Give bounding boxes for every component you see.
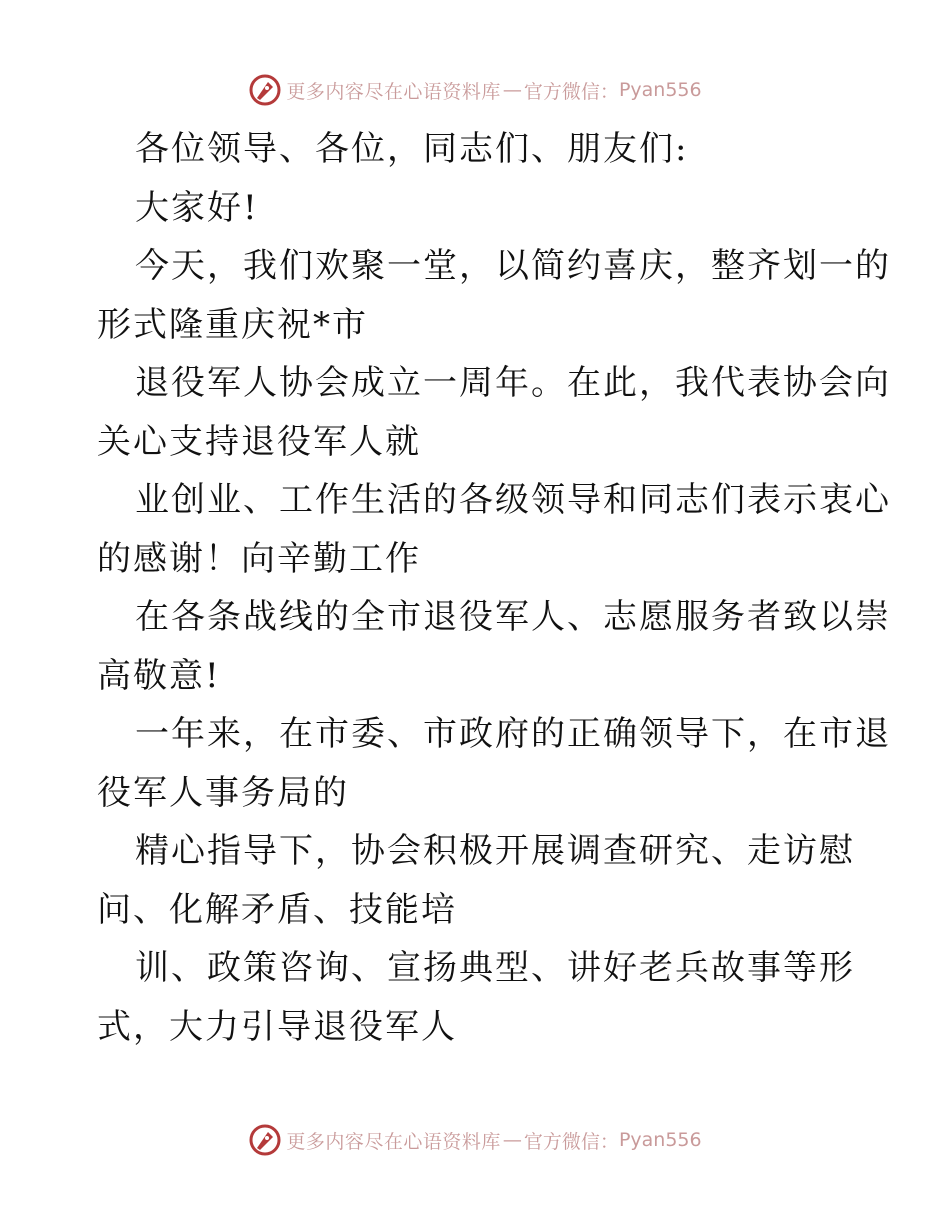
- banner-separator: —: [502, 79, 522, 101]
- paragraph-line: 问、化解矛盾、技能培: [97, 889, 457, 930]
- paragraph-line: 退役军人协会成立一周年。在此，我代表协会向: [135, 363, 891, 403]
- document-body: [97, 120, 891, 1056]
- paragraph-line: 业创业、工作生活的各级领导和同志们表示衷心: [135, 480, 891, 520]
- paragraph-line: 形式隆重庆祝*市: [97, 304, 368, 345]
- paragraph-line: 今天，我们欢聚一堂，以简约喜庆，整齐划一的: [135, 246, 891, 286]
- paragraph-line: 役军人事务局的: [97, 772, 349, 813]
- banner-account: Pyan556: [618, 1129, 702, 1151]
- banner-text: 更多内容尽在心语资料库: [286, 1130, 501, 1153]
- paragraph-line: 在各条战线的全市退役军人、志愿服务者致以崇: [135, 597, 891, 637]
- banner-text: 更多内容尽在心语资料库: [286, 80, 501, 103]
- banner-separator: —: [502, 1129, 522, 1151]
- salutation-line: 各位领导、各位，同志们、朋友们:: [135, 129, 689, 169]
- banner-wechat-label: 官方微信：: [523, 1130, 619, 1153]
- greeting-line: 大家好!: [135, 187, 259, 228]
- header-banner: [0, 70, 950, 110]
- footer-banner: [0, 1120, 950, 1160]
- paragraph-line: 一年来，在市委、市政府的正确领导下，在市退: [135, 714, 891, 754]
- paragraph-line: 高敬意!: [97, 655, 221, 696]
- pen-nib-logo-icon: [248, 1123, 282, 1157]
- paragraph-line: 的感谢！向辛勤工作: [97, 538, 421, 579]
- paragraph-line: 式，大力引导退役军人: [97, 1006, 457, 1047]
- banner-account: Pyan556: [618, 79, 702, 101]
- paragraph-line: 训、政策咨询、宣扬典型、讲好老兵故事等形: [135, 948, 855, 988]
- paragraph-line: 关心支持退役军人就: [97, 421, 421, 462]
- pen-nib-logo-icon: [248, 73, 282, 107]
- banner-wechat-label: 官方微信：: [523, 80, 619, 103]
- paragraph-line: 精心指导下，协会积极开展调查研究、走访慰: [135, 831, 855, 871]
